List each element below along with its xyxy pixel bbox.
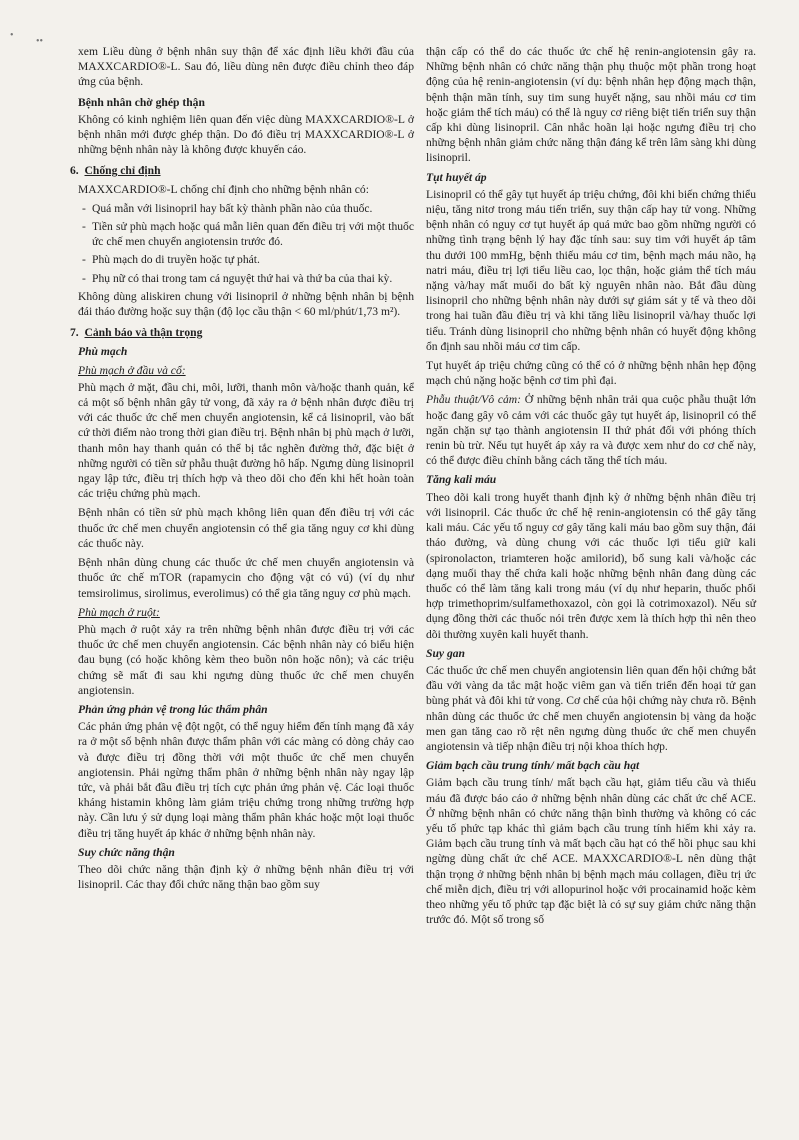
subheading-head-neck: Phù mạch ở đầu và cổ: [78,363,186,377]
list-item: - Quá mẫn với lisinopril hay bất kỳ thành phần nào của thuốc. [92,201,414,216]
scan-mark: • [10,30,14,41]
section-number: 7. [70,326,79,340]
heading-hepatic: Suy gan [426,646,465,660]
paragraph: Theo dõi kali trong huyết thanh định kỳ ở những bệnh nhân điều trị với lisinopril. Các thuốc ức chế hệ renin-angiotensin có thể gây tăng kali máu. Các yếu tố nguy cơ gây tăng kali máu bao gồm suy thận, đái tháo đường, và dùng chung với các thuốc lợi tiểu giữ kali (spironolacton, triamteren hoặc amilorid), bổ sung kali và/hoặc các dạng muối thay thế chứa kali hoặc những bệnh nhân đang dùng các thuốc có thể làm tăng kali trong máu (ví dụ như heparin, thuốc phối hợp trimethoprim/sulfamethoxazol, còn gọi là cotrimoxazol). Nếu sử dụng đồng thời các thuốc nói trên được xem là thích hợp thì nên theo dõi thường xuyên kali huyết thanh. [426,490,756,641]
paragraph: Không có kinh nghiệm liên quan đến việc dùng MAXXCARDIO®-L ở bệnh nhân mới được ghép thận. Do đó điều trị MAXXCARDIO®-L ở những bệnh nhân này là không được khuyến cáo. [78,112,414,157]
paragraph: Giảm bạch cầu trung tính/ mất bạch cầu hạt, giảm tiểu cầu và thiếu máu đã được báo cáo ở những bệnh nhân dùng các chất ức chế ACE. Ở những bệnh nhân có chức năng thận bình thường và không có các yếu tố phức tạp khác thì giảm bạch cầu trung tính hiếm khi xảy ra. Giảm bạch cầu trung tính và mất bạch cầu hạt có thể hồi phục sau khi ngừng dùng chất ức chế ACE. MAXXCARDIO®-L nên dùng thật thận trọng ở những bệnh nhân bị bệnh mạch máu collagen, điều trị ức chế miễn dịch, điều trị với allopurinol hoặc với procainamid hoặc kèm theo những yếu tố phức tạp đặc biệt là có sự suy giảm chức năng thận trước đó. Một số trong số [426,776,756,927]
scan-mark: •• [36,36,44,47]
heading-renal: Suy chức năng thận [78,845,175,859]
paragraph: Các thuốc ức chế men chuyển angiotensin liên quan đến hội chứng bắt đầu với vàng da tắc mật hoặc viêm gan và tiến triển đến hoại tử gan bùng phát và đôi khi tử vong. Cơ chế của hội chứng này chưa rõ. Bệnh nhân dùng các thuốc ức chế men chuyển angiotensin bị vàng da hoặc men gan tăng cao rõ rệt nên ngưng dùng thuốc ức chế men chuyển angiotensin và tiếp nhận điều trị nội khoa thích hợp. [426,663,756,753]
heading-angioedema: Phù mạch [78,345,128,359]
paragraph: Lisinopril có thể gây tụt huyết áp triệu chứng, đôi khi biến chứng thiểu niệu, tăng nitơ trong máu tiến triển, suy thận cấp hay tử vong. Những bệnh nhân có nguy cơ tụt huyết áp quá mức bao gồm những người có những tình trạng bệnh lý hay đặc tính sau: suy tim với huyết áp tâm thu dưới 100 mmHg, bệnh thiếu máu cơ tim, bệnh mạch máu não, hạ natri máu, điều trị lợi tiểu liều cao, lọc thận, hoặc giảm thể tích máu nặng và/hay mất muối do bất kỳ nguyên nhân nào. Bắt đầu dùng lisinopril cho những bệnh nhân này dưới sự giám sát y tế và theo dõi trong hai tuần đầu điều trị và khi tăng liều lisinopril và/hay thuốc lợi tiểu. Tránh dùng lisinopril cho những bệnh nhân có huyết động không ổn định sau nhồi máu cơ tim cấp. [426,187,756,353]
paragraph: Tụt huyết áp triệu chứng cũng có thể có ở những bệnh nhân hẹp động mạch chủ nặng hoặc bệnh cơ tim phì đại. [426,359,756,388]
paragraph: Bệnh nhân dùng chung các thuốc ức chế men chuyển angiotensin và thuốc ức chế mTOR (rapamycin cho động vật có vú) (ví dụ như temsirolimus, sirolimus, everolimus) có thể gia tăng nguy cơ phù mạch. [78,556,414,600]
section-7-heading [70,325,414,340]
heading-hyperkalemia: Tăng kali máu [426,473,497,487]
section-title: Chống chỉ định [84,164,161,178]
heading-transplant: Bệnh nhân chờ ghép thận [78,95,205,109]
paragraph: MAXXCARDIO®-L chống chỉ định cho những bệnh nhân có: [78,182,369,196]
list-item: - Tiền sử phù mạch hoặc quá mẫn liên quan đến điều trị với một thuốc ức chế men chuyển angiotensin trước đó. [92,219,414,249]
contraindication-list [78,201,414,286]
paragraph: Phù mạch ở ruột xảy ra trên những bệnh nhân được điều trị với các thuốc ức chế men chuyển angiotensin. Các bệnh nhân này có biểu hiện đau bụng (có hoặc không kèm theo buồn nôn hoặc nôn); và các triệu chứng sẽ mất đi sau khi ngưng dùng thuốc ức chế men chuyển angiotensin. [78,622,414,697]
paragraph: Không dùng aliskiren chung với lisinopril ở những bệnh nhân bị bệnh đái tháo đường hoặc suy thận (độ lọc cầu thận < 60 ml/phút/1,73 m²). [78,289,414,319]
paragraph: Phù mạch ở mặt, đầu chi, môi, lưỡi, thanh môn và/hoặc thanh quản, kể cả một số bệnh nhân gây tử vong, đã xảy ra ở bệnh nhân được điều trị với các thuốc ức chế men chuyển angiotensin, kể cả lisinopril, vào bất cứ thời điểm nào trong thời gian điều trị. Bệnh nhân bị phù mạch ở lưỡi, thanh môn hay thanh quản có thể bị tắc nghẽn đường thở, đặc biệt ở những người có tiền sử phẫu thuật đường hô hấp. Ngưng dùng lisinopril ngay lập tức, điều trị thích hợp và theo dõi cho đến khi hết hoàn toàn các triệu chứng phù mạch. [78,380,414,501]
paragraph: thận cấp có thể do các thuốc ức chế hệ renin-angiotensin gây ra. Những bệnh nhân có chức năng thận phụ thuộc một phần trong hoạt động của hệ renin-angiotensin (ví dụ: bệnh nhân hẹp động mạch thận, bệnh thận mãn tính, suy tim sung huyết nặng, sau nhồi máu cơ tim hoặc giảm thể tích máu) có thể là nguy cơ riêng biệt tiến triển suy thận cấp khi dùng lisinopril. Cân nhắc hoãn lại hoặc ngưng điều trị cho những bệnh nhân giảm chức năng thận đáng kể trên lâm sàng khi dùng lisinopril. [426,45,756,165]
paragraph: xem Liều dùng ở bệnh nhân suy thận để xác định liều khởi đầu của MAXXCARDIO®-L. Sau đó, liều dùng nên được điều chỉnh theo đáp ứng của bệnh. [78,45,414,89]
subheading-intestine: Phù mạch ở ruột: [78,605,160,619]
section-number: 6. [70,164,79,178]
paragraph-text: Ở những bệnh nhân trải qua cuộc phẫu thuật lớn hoặc đang gây vô cảm với các thuốc gây tụt huyết áp, lisinopril có thể ngăn chặn sự tạo thành angiotensin II thứ phát đối với phóng thích renin bù trừ. Nếu tụt huyết áp xảy ra và được xem như do cơ chế này, có thể được điều chỉnh bằng cách tăng thể tích máu. [426,393,756,468]
paragraph: Theo dõi chức năng thận định kỳ ở những bệnh nhân điều trị với lisinopril. Các thay đổi chức năng thận bao gồm suy [78,862,414,892]
paragraph-surgery [426,392,756,468]
paragraph: Bệnh nhân có tiền sử phù mạch không liên quan đến điều trị với các thuốc ức chế men chuyển angiotensin có thể gia tăng nguy cơ khi dùng các thuốc này. [78,506,414,550]
list-item: - Phù mạch do di truyền hoặc tự phát. [92,252,414,267]
heading-hypotension: Tụt huyết áp [426,170,487,184]
heading-anaphylaxis: Phản ứng phản vệ trong lúc thẩm phân [78,702,268,716]
heading-neutropenia: Giảm bạch cầu trung tính/ mất bạch cầu hạt [426,759,640,773]
inline-label: Phẫu thuật/Vô cảm: [426,393,522,407]
left-column [70,44,414,896]
section-6-heading [70,163,414,178]
paragraph: Các phản ứng phản vệ đột ngột, có thể nguy hiểm đến tính mạng đã xảy ra ở một số bệnh nhân được thẩm phân với các màng có dòng chảy cao và được điều trị đồng thời với một thuốc ức chế men chuyển angiotensin. Phải ngừng thẩm phân ở những bệnh nhân này ngay lập tức, và phải bắt đầu điều trị tích cực phản ứng phản vệ. Các loại thuốc kháng histamin không làm giảm triệu chứng trong những trường hợp này. Cần lưu ý sử dụng loại màng thẩm phân khác hoặc một loại thuốc điều trị tăng huyết áp khác ở những bệnh nhân này. [78,720,414,840]
section-title: Cảnh báo và thận trọng [84,326,203,340]
right-column [426,44,756,931]
list-item: - Phụ nữ có thai trong tam cá nguyệt thứ hai và thứ ba của thai kỳ. [92,271,414,286]
